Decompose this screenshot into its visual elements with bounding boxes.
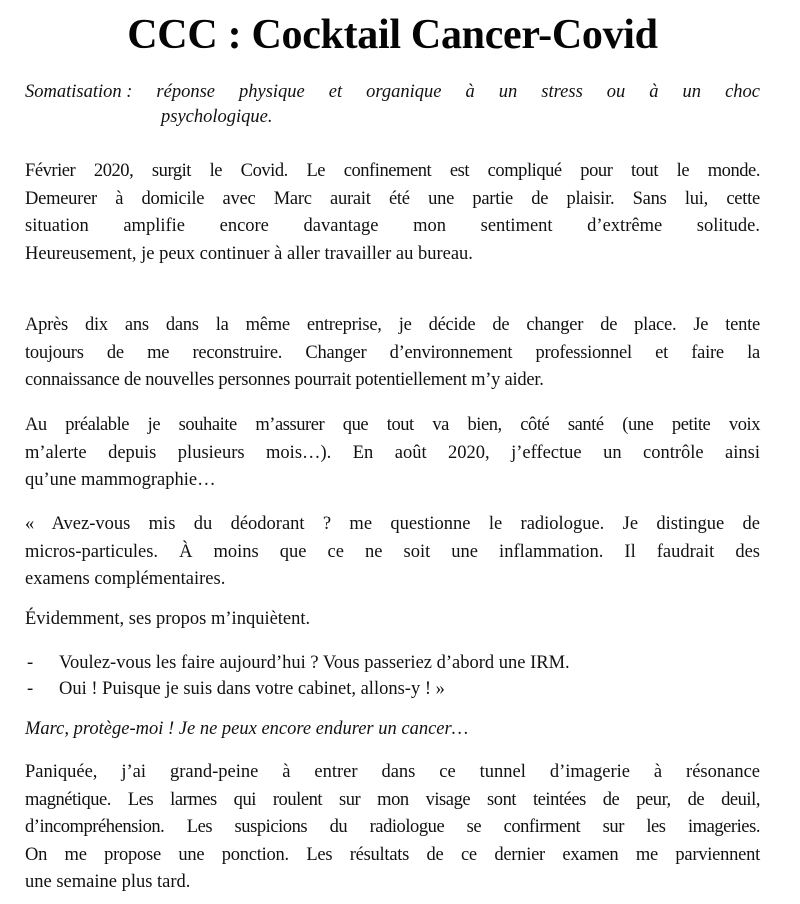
paragraph-4 <box>25 511 760 594</box>
epigraph <box>25 80 760 130</box>
italic-thought-line: Marc, protège-moi ! Je ne peux encore endurer un cancer… <box>25 719 469 739</box>
paragraph-line: « Avez-vous mis du déodorant ? me questionne le radiologue. Je distingue de <box>25 514 760 534</box>
epigraph-definition-line-1: réponse physique et organique à un stress ou à un choc <box>156 82 760 102</box>
paragraph-line: magnétique. Les larmes qui roulent sur mon visage sont teintées de peur, de deuil, <box>25 789 760 810</box>
paragraph-3 <box>25 412 760 495</box>
epigraph-line-1 <box>25 80 760 105</box>
paragraph-line: examens complémentaires. <box>25 569 226 589</box>
paragraph-5 <box>25 606 760 634</box>
paragraph-line: qu’une mammographie… <box>25 470 216 490</box>
dialogue-item-1 <box>25 650 760 677</box>
epigraph-term: Somatisation : <box>25 82 133 102</box>
dash-bullet: - <box>27 653 34 673</box>
paragraph-line: d’incompréhension. Les suspicions du radiologue se confirment sur les imageries. <box>25 817 760 837</box>
paragraph-line: m’alerte depuis plusieurs mois…). En août 2020, j’effectue un contrôle ainsi <box>25 442 760 463</box>
dialogue-text: Oui ! Puisque je suis dans votre cabinet, allons-y ! » <box>59 679 445 699</box>
paragraph-line: Au préalable je souhaite m’assurer que tout va bien, côté santé (une petite voix <box>25 415 760 435</box>
paragraph-2 <box>25 312 760 395</box>
paragraph-line: Février 2020, surgit le Covid. Le confinement est compliqué pour tout le monde. <box>25 161 760 181</box>
italic-thought <box>25 716 760 744</box>
paragraph-line: Heureusement, je peux continuer à aller travailler au bureau. <box>25 243 473 264</box>
dash-bullet: - <box>27 679 34 699</box>
paragraph-line: toujours de me reconstruire. Changer d’environnement professionnel et faire la <box>25 342 760 363</box>
paragraph-line: Demeurer à domicile avec Marc aurait été une partie de plaisir. Sans lui, cette <box>25 188 760 209</box>
paragraph-line: situation amplifie encore davantage mon sentiment d’extrême solitude. <box>25 216 760 236</box>
paragraph-line: une semaine plus tard. <box>25 872 191 892</box>
document-title: CCC : Cocktail Cancer-Covid <box>127 12 658 58</box>
paragraph-line: Évidemment, ses propos m’inquiètent. <box>25 609 311 629</box>
paragraph-line: On me propose une ponction. Les résultats de ce dernier examen me parviennent <box>25 844 760 865</box>
paragraph-line: micros-particules. À moins que ce ne soit une inflammation. Il faudrait des <box>25 541 760 562</box>
paragraph-final <box>25 759 760 897</box>
paragraph-line: connaissance de nouvelles personnes pourrait potentiellement m’y aider. <box>25 370 544 390</box>
dialogue-item-2 <box>25 676 760 703</box>
paragraph-line: Après dix ans dans la même entreprise, je décide de changer de place. Je tente <box>25 315 760 335</box>
paragraph-1 <box>25 158 760 268</box>
paragraph-line: Paniquée, j’ai grand-peine à entrer dans ce tunnel d’imagerie à résonance <box>25 762 760 782</box>
dialogue-text: Voulez-vous les faire aujourd’hui ? Vous passeriez d’abord une IRM. <box>59 653 570 673</box>
epigraph-definition-line-2: psychologique. <box>161 107 273 127</box>
